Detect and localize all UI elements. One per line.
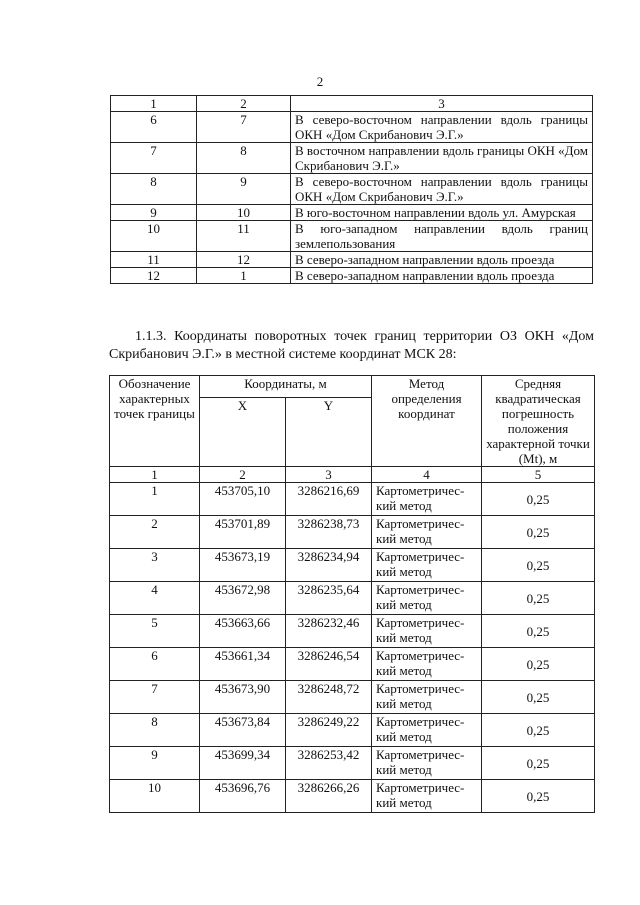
table-row	[110, 714, 595, 747]
section-paragraph: 1.1.3. Координаты поворотных точек границ территории ОЗ ОКН «Дом Скрибанович Э.Г.» в местной системе координат МСК 28:	[109, 329, 594, 362]
page-number: 2	[316, 74, 324, 89]
point-id: 7	[110, 681, 200, 714]
point-id: 3	[110, 549, 200, 582]
segment-from-point: 11	[111, 252, 197, 268]
header-y: Y	[286, 398, 372, 467]
coord-x: 453701,89	[200, 516, 286, 549]
column-number: 2	[197, 96, 291, 112]
table-row	[110, 648, 595, 681]
segment-from-point: 9	[111, 205, 197, 221]
coord-x: 453661,34	[200, 648, 286, 681]
table-row	[111, 205, 593, 221]
coord-y: 3286246,54	[286, 648, 372, 681]
segment-description: В северо-восточном направлении вдоль границы ОКН «Дом Скрибанович Э.Г.»	[291, 112, 593, 143]
coord-method: Картометричес-кий метод	[372, 681, 482, 714]
point-id: 2	[110, 516, 200, 549]
coord-method: Картометричес-кий метод	[372, 483, 482, 516]
coord-x: 453673,19	[200, 549, 286, 582]
table-header-row	[110, 376, 595, 398]
coord-y: 3286266,26	[286, 780, 372, 813]
column-number: 3	[286, 467, 372, 483]
coord-y: 3286232,46	[286, 615, 372, 648]
coord-x: 453673,90	[200, 681, 286, 714]
segment-to-point: 1	[197, 268, 291, 284]
coordinates-table	[109, 375, 595, 813]
segment-description: В юго-восточном направлении вдоль ул. Амурская	[291, 205, 593, 221]
coord-x: 453699,34	[200, 747, 286, 780]
segment-to-point: 11	[197, 221, 291, 252]
header-x: X	[200, 398, 286, 467]
point-id: 4	[110, 582, 200, 615]
header-error: Средняя квадратическая погрешность положения характерной точки (Mt), м	[482, 376, 595, 467]
point-id: 10	[110, 780, 200, 813]
table-row	[111, 143, 593, 174]
coord-y: 3286238,73	[286, 516, 372, 549]
point-id: 8	[110, 714, 200, 747]
segment-from-point: 12	[111, 268, 197, 284]
coord-method: Картометричес-кий метод	[372, 747, 482, 780]
coord-method: Картометричес-кий метод	[372, 549, 482, 582]
coord-error: 0,25	[482, 483, 595, 516]
coord-error: 0,25	[482, 615, 595, 648]
table-row	[110, 582, 595, 615]
column-number: 1	[110, 467, 200, 483]
coord-y: 3286248,72	[286, 681, 372, 714]
table-row	[111, 221, 593, 252]
table-row	[110, 780, 595, 813]
coord-y: 3286216,69	[286, 483, 372, 516]
coord-method: Картометричес-кий метод	[372, 615, 482, 648]
coord-error: 0,25	[482, 747, 595, 780]
table-row	[110, 549, 595, 582]
coord-error: 0,25	[482, 681, 595, 714]
coord-x: 453672,98	[200, 582, 286, 615]
table-row	[111, 268, 593, 284]
point-id: 5	[110, 615, 200, 648]
segment-from-point: 7	[111, 143, 197, 174]
coord-x: 453696,76	[200, 780, 286, 813]
coord-error: 0,25	[482, 549, 595, 582]
segment-to-point: 8	[197, 143, 291, 174]
column-numbers-row	[110, 467, 595, 483]
table-header-row	[111, 96, 593, 112]
table-row	[110, 516, 595, 549]
coord-method: Картометричес-кий метод	[372, 714, 482, 747]
table-row	[111, 112, 593, 143]
point-id: 1	[110, 483, 200, 516]
table-row	[110, 681, 595, 714]
segment-from-point: 8	[111, 174, 197, 205]
table-row	[111, 252, 593, 268]
coord-x: 453705,10	[200, 483, 286, 516]
table-row	[110, 483, 595, 516]
segment-from-point: 10	[111, 221, 197, 252]
segment-to-point: 7	[197, 112, 291, 143]
column-number: 1	[111, 96, 197, 112]
column-number: 5	[482, 467, 595, 483]
column-number: 2	[200, 467, 286, 483]
coord-method: Картометричес-кий метод	[372, 648, 482, 681]
column-number: 3	[291, 96, 593, 112]
header-coordinates: Координаты, м	[200, 376, 372, 398]
table-row	[110, 747, 595, 780]
coord-x: 453663,66	[200, 615, 286, 648]
boundary-segments-table	[110, 95, 593, 284]
header-method: Метод определения координат	[372, 376, 482, 467]
coord-error: 0,25	[482, 780, 595, 813]
table-row	[110, 615, 595, 648]
segment-description: В юго-западном направлении вдоль границ землепользования	[291, 221, 593, 252]
segment-to-point: 10	[197, 205, 291, 221]
point-id: 6	[110, 648, 200, 681]
segment-from-point: 6	[111, 112, 197, 143]
coord-error: 0,25	[482, 714, 595, 747]
table-row	[111, 174, 593, 205]
column-number: 4	[372, 467, 482, 483]
coord-y: 3286234,94	[286, 549, 372, 582]
segment-description: В северо-западном направлении вдоль проезда	[291, 252, 593, 268]
segment-description: В северо-западном направлении вдоль проезда	[291, 268, 593, 284]
coord-error: 0,25	[482, 582, 595, 615]
coord-y: 3286253,42	[286, 747, 372, 780]
point-id: 9	[110, 747, 200, 780]
coord-method: Картометричес-кий метод	[372, 582, 482, 615]
coord-method: Картометричес-кий метод	[372, 516, 482, 549]
segment-to-point: 12	[197, 252, 291, 268]
header-point: Обозначение характерных точек границы	[110, 376, 200, 467]
segment-description: В северо-восточном направлении вдоль границы ОКН «Дом Скрибанович Э.Г.»	[291, 174, 593, 205]
coord-error: 0,25	[482, 648, 595, 681]
coord-error: 0,25	[482, 516, 595, 549]
coord-method: Картометричес-кий метод	[372, 780, 482, 813]
coord-y: 3286249,22	[286, 714, 372, 747]
segment-description: В восточном направлении вдоль границы ОКН «Дом Скрибанович Э.Г.»	[291, 143, 593, 174]
segment-to-point: 9	[197, 174, 291, 205]
coord-y: 3286235,64	[286, 582, 372, 615]
coord-x: 453673,84	[200, 714, 286, 747]
